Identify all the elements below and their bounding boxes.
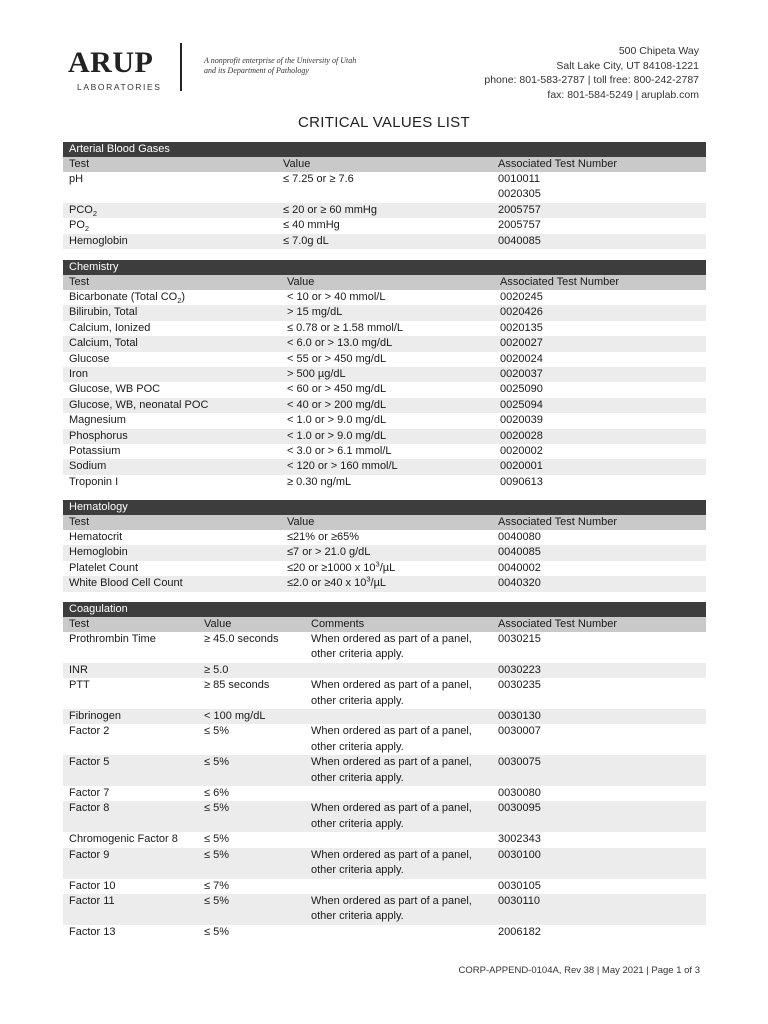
- table-cell: < 55 or > 450 mg/dL: [281, 352, 494, 367]
- table-cell: Hemoglobin: [63, 234, 277, 249]
- table-cell: ≤20 or ≥1000 x $10^3/\mu L$: [281, 561, 492, 576]
- table-row: [63, 925, 706, 940]
- table-cell: Troponin I: [63, 475, 281, 490]
- table-row: [63, 203, 706, 218]
- table-cell: ≤ 5%: [198, 755, 305, 786]
- table-row: [63, 290, 706, 305]
- table-row: [63, 475, 706, 490]
- table-cell: ≤ 7.0g dL: [277, 234, 492, 249]
- table-cell: Factor 8: [63, 801, 198, 832]
- column-header: Value: [281, 515, 492, 530]
- table-cell: 0020002: [494, 444, 706, 459]
- table-row: [63, 786, 706, 801]
- section-header: Chemistry: [63, 260, 706, 275]
- table-cell: 0030007: [492, 724, 706, 755]
- table-cell: 0030100: [492, 848, 706, 879]
- table-row: [63, 367, 706, 382]
- coagulation-table: [63, 617, 706, 940]
- hematology-table: [63, 515, 706, 592]
- logo-wordmark: ARUP: [68, 46, 154, 79]
- table-cell: 0020426: [494, 305, 706, 320]
- column-header: Associated Test Number: [494, 275, 706, 290]
- table-cell: 3002343: [492, 832, 706, 847]
- table-row: [63, 755, 706, 786]
- table-row: [63, 801, 706, 832]
- table-cell: 0025094: [494, 398, 706, 413]
- section-header: Hematology: [63, 500, 706, 515]
- table-cell: < 100 mg/dL: [198, 709, 305, 724]
- table-cell: 0030110: [492, 894, 706, 925]
- table-row: [63, 832, 706, 847]
- table-cell: > 500 µg/dL: [281, 367, 494, 382]
- table-cell: Factor 10: [63, 879, 198, 894]
- table-row: [63, 382, 706, 397]
- column-header: Test: [63, 617, 198, 632]
- address-phone: phone: 801-583-2787 | toll free: 800-242-2787: [484, 74, 699, 86]
- table-row: [63, 530, 706, 545]
- table-cell: Glucose, WB, neonatal POC: [63, 398, 281, 413]
- logo-subtitle: LABORATORIES: [77, 82, 162, 92]
- table-cell: 0020001: [494, 459, 706, 474]
- table-cell: Factor 11: [63, 894, 198, 925]
- document-title: CRITICAL VALUES LIST: [298, 114, 470, 131]
- table-cell: 0030075: [492, 755, 706, 786]
- table-header-row: [63, 157, 706, 172]
- table-row: [63, 413, 706, 428]
- table-cell: When ordered as part of a panel, other criteria apply.: [305, 894, 492, 925]
- table-row: [63, 459, 706, 474]
- table-row: [63, 879, 706, 894]
- column-header: Value: [281, 275, 494, 290]
- table-cell: When ordered as part of a panel, other criteria apply.: [305, 848, 492, 879]
- table-cell: < 60 or > 450 mg/dL: [281, 382, 494, 397]
- table-cell: ≤ 5%: [198, 724, 305, 755]
- table-cell: Glucose, WB POC: [63, 382, 281, 397]
- table-cell: Calcium, Ionized: [63, 321, 281, 336]
- table-cell: Magnesium: [63, 413, 281, 428]
- table-cell: Iron: [63, 367, 281, 382]
- table-cell: < 3.0 or > 6.1 mmol/L: [281, 444, 494, 459]
- document-footer: CORP-APPEND-0104A, Rev 38 | May 2021 | Page 1 of 3: [458, 965, 700, 976]
- table-cell: 2005757: [492, 218, 706, 233]
- section-chemistry: [63, 260, 706, 490]
- table-cell: 0030095: [492, 801, 706, 832]
- table-cell: 0090613: [494, 475, 706, 490]
- table-cell: 0040085: [492, 545, 706, 560]
- table-cell: INR: [63, 663, 198, 678]
- org-tagline: A nonprofit enterprise of the University of Utah and its Department of Pathology: [204, 56, 357, 75]
- table-cell: Prothrombin Time: [63, 632, 198, 663]
- table-row: [63, 429, 706, 444]
- table-cell: < 120 or > 160 mmol/L: [281, 459, 494, 474]
- table-cell: 2006182: [492, 925, 706, 940]
- address-city: Salt Lake City, UT 84108-1221: [556, 59, 699, 72]
- table-cell: [305, 832, 492, 847]
- column-header: Test: [63, 275, 281, 290]
- section-header: Coagulation: [63, 602, 706, 617]
- table-cell: Bilirubin, Total: [63, 305, 281, 320]
- section-hematology: [63, 500, 706, 592]
- table-cell: Calcium, Total: [63, 336, 281, 351]
- table-cell: ≤ 5%: [198, 925, 305, 940]
- table-cell: ≥ 5.0: [198, 663, 305, 678]
- table-cell: ≤2.0 or ≥40 x $10^3/\mu L$: [281, 576, 492, 591]
- section-header: Arterial Blood Gases: [63, 142, 706, 157]
- table-cell: 0040085: [492, 234, 706, 249]
- table-cell: Factor 2: [63, 724, 198, 755]
- table-cell: 0020027: [494, 336, 706, 351]
- table-cell: When ordered as part of a panel, other criteria apply.: [305, 755, 492, 786]
- table-cell: 0020135: [494, 321, 706, 336]
- table-cell: ≥ 45.0 seconds: [198, 632, 305, 663]
- table-cell: < 10 or > 40 mmol/L: [281, 290, 494, 305]
- table-header-row: [63, 275, 706, 290]
- table-cell: > 15 mg/dL: [281, 305, 494, 320]
- column-header: Value: [198, 617, 305, 632]
- abg-table: [63, 157, 706, 249]
- column-header: Test: [63, 157, 277, 172]
- table-cell: 0040002: [492, 561, 706, 576]
- table-cell: 0030080: [492, 786, 706, 801]
- table-cell: ≤ 5%: [198, 801, 305, 832]
- table-header-row: [63, 617, 706, 632]
- table-cell: PTT: [63, 678, 198, 709]
- table-cell: White Blood Cell Count: [63, 576, 281, 591]
- table-cell: 0040320: [492, 576, 706, 591]
- table-cell: ≤ 5%: [198, 832, 305, 847]
- table-cell: [305, 925, 492, 940]
- table-cell: ≤ 6%: [198, 786, 305, 801]
- table-cell: Potassium: [63, 444, 281, 459]
- table-cell: 0020039: [494, 413, 706, 428]
- column-header: Associated Test Number: [492, 157, 706, 172]
- table-cell: ≤7 or > 21.0 g/dL: [281, 545, 492, 560]
- table-cell: 0030223: [492, 663, 706, 678]
- table-cell: Fibrinogen: [63, 709, 198, 724]
- table-row: [63, 663, 706, 678]
- table-cell: ≤ 5%: [198, 894, 305, 925]
- table-cell: ≤21% or ≥65%: [281, 530, 492, 545]
- table-cell: pH: [63, 172, 277, 203]
- table-cell: 0030235: [492, 678, 706, 709]
- address-street: 500 Chipeta Way: [618, 45, 699, 57]
- table-cell: [305, 786, 492, 801]
- table-cell: Bicarbonate (Total $CO_2$): [63, 290, 281, 305]
- table-cell: [305, 663, 492, 678]
- table-row: [63, 576, 706, 591]
- table-cell: [305, 879, 492, 894]
- table-cell: When ordered as part of a panel, other criteria apply.: [305, 801, 492, 832]
- table-row: [63, 545, 706, 560]
- column-header: Value: [277, 157, 492, 172]
- table-cell: 0020028: [494, 429, 706, 444]
- header-divider: [180, 43, 182, 91]
- table-row: [63, 678, 706, 709]
- org-address: [484, 44, 699, 102]
- table-cell: Hemoglobin: [63, 545, 281, 560]
- table-cell: 0020024: [494, 352, 706, 367]
- table-cell: 0025090: [494, 382, 706, 397]
- table-row: [63, 172, 706, 203]
- table-cell: ≤ 20 or ≥ 60 mmHg: [277, 203, 492, 218]
- table-row: [63, 234, 706, 249]
- table-cell: ≤ 40 mmHg: [277, 218, 492, 233]
- table-row: [63, 632, 706, 663]
- table-cell: ≤ 7%: [198, 879, 305, 894]
- table-row: [63, 321, 706, 336]
- table-row: [63, 444, 706, 459]
- table-cell: Factor 13: [63, 925, 198, 940]
- table-cell: ≥ 0.30 ng/mL: [281, 475, 494, 490]
- table-cell: When ordered as part of a panel, other criteria apply.: [305, 632, 492, 663]
- table-cell: < 1.0 or > 9.0 mg/dL: [281, 413, 494, 428]
- table-cell: $PO_2$: [63, 218, 277, 233]
- column-header: Test: [63, 515, 281, 530]
- table-header-row: [63, 515, 706, 530]
- section-arterial-blood-gases: [63, 142, 706, 249]
- table-row: [63, 336, 706, 351]
- column-header: Associated Test Number: [492, 515, 706, 530]
- table-row: [63, 848, 706, 879]
- table-cell: [305, 709, 492, 724]
- chemistry-table: [63, 275, 706, 490]
- table-cell: 0020245: [494, 290, 706, 305]
- table-row: [63, 724, 706, 755]
- table-cell: Chromogenic Factor 8: [63, 832, 198, 847]
- table-cell: Phosphorus: [63, 429, 281, 444]
- table-cell: ≤ 5%: [198, 848, 305, 879]
- address-fax: fax: 801-584-5249 | aruplab.com: [547, 88, 699, 101]
- column-header: Comments: [305, 617, 492, 632]
- table-cell: < 1.0 or > 9.0 mg/dL: [281, 429, 494, 444]
- table-cell: < 6.0 or > 13.0 mg/dL: [281, 336, 494, 351]
- table-cell: Platelet Count: [63, 561, 281, 576]
- arup-logo: [68, 46, 168, 94]
- column-header: Associated Test Number: [492, 617, 706, 632]
- table-row: [63, 218, 706, 233]
- table-row: [63, 894, 706, 925]
- table-cell: Factor 7: [63, 786, 198, 801]
- table-cell: 0010011 0020305: [492, 172, 706, 203]
- table-cell: < 40 or > 200 mg/dL: [281, 398, 494, 413]
- table-cell: Factor 9: [63, 848, 198, 879]
- table-cell: When ordered as part of a panel, other criteria apply.: [305, 724, 492, 755]
- table-cell: 0040080: [492, 530, 706, 545]
- table-cell: 0020037: [494, 367, 706, 382]
- table-cell: 0030105: [492, 879, 706, 894]
- table-cell: Factor 5: [63, 755, 198, 786]
- table-cell: 2005757: [492, 203, 706, 218]
- table-cell: ≤ 7.25 or ≥ 7.6: [277, 172, 492, 203]
- table-row: [63, 398, 706, 413]
- table-cell: 0030215: [492, 632, 706, 663]
- table-cell: ≥ 85 seconds: [198, 678, 305, 709]
- table-cell: 0030130: [492, 709, 706, 724]
- table-cell: When ordered as part of a panel, other criteria apply.: [305, 678, 492, 709]
- table-cell: Hematocrit: [63, 530, 281, 545]
- table-row: [63, 352, 706, 367]
- table-cell: ≤ 0.78 or ≥ 1.58 mmol/L: [281, 321, 494, 336]
- table-cell: Glucose: [63, 352, 281, 367]
- table-row: [63, 305, 706, 320]
- table-cell: $PCO_2$: [63, 203, 277, 218]
- table-cell: Sodium: [63, 459, 281, 474]
- table-row: [63, 709, 706, 724]
- table-row: [63, 561, 706, 576]
- section-coagulation: [63, 602, 706, 940]
